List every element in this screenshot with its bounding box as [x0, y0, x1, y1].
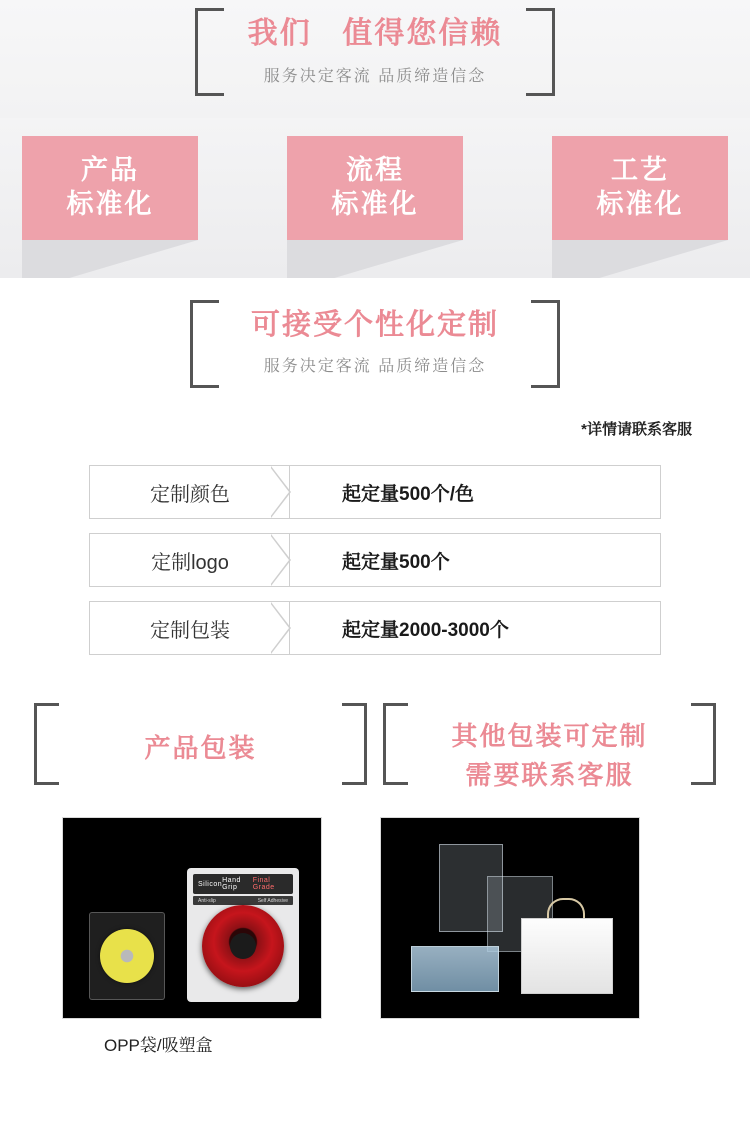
- card-1-shadow: [22, 240, 198, 278]
- packaging-headings: [0, 699, 750, 811]
- top-headline: [195, 14, 555, 55]
- photo-box-opp: [62, 817, 322, 1056]
- card-product-standardization: [22, 136, 198, 240]
- blister-brand-label: Silicon: [198, 880, 223, 888]
- yellow-tape-pack: [89, 912, 165, 1000]
- row-divider: [289, 602, 290, 654]
- top-headline-part2: 值得您信赖: [342, 17, 503, 50]
- top-banner: [0, 0, 750, 118]
- packaging-photos: [0, 817, 750, 1056]
- top-bracket-block: [195, 0, 555, 96]
- customization-spec-table: [89, 465, 661, 655]
- bracket-left-icon: [195, 8, 224, 96]
- bracket-right-icon: [531, 300, 560, 388]
- dual-title-right-line2: 需要联系客服: [465, 760, 634, 790]
- heading-other-packaging: [375, 699, 724, 811]
- table-row: [89, 533, 661, 587]
- bracket-right-icon: [342, 703, 367, 785]
- spec-value: 起定量500个: [342, 551, 450, 573]
- row-divider: [289, 534, 290, 586]
- card-2-line1: 流程: [346, 155, 404, 186]
- customization-banner: [0, 278, 750, 414]
- dual-title-right: [375, 717, 724, 795]
- card-wrap-3: [552, 136, 728, 240]
- white-gift-box: [521, 918, 613, 994]
- bracket-left-icon: [383, 703, 408, 785]
- card-wrap-2: [287, 136, 463, 240]
- card-process-standardization: [287, 136, 463, 240]
- bracket-right-icon: [526, 8, 555, 96]
- blister-sub-right-label: Self Adhesive: [257, 897, 288, 904]
- top-headline-part1: 我们: [247, 17, 312, 50]
- card-3-line2: 标准化: [596, 189, 684, 219]
- blister-card-subheader: [193, 896, 293, 905]
- blister-sub-left-label: Anti-slip: [198, 897, 216, 904]
- dual-title-right-line1: 其他包装可定制: [451, 721, 648, 751]
- spec-value: 起定量2000-3000个: [342, 619, 509, 641]
- contact-service-note: *详情请联系客服: [581, 421, 692, 438]
- top-subline: 服务决定客流 品质缔造信念: [263, 67, 487, 85]
- mid-headline: 可接受个性化定制: [250, 309, 499, 341]
- card-craft-standardization: [552, 136, 728, 240]
- card-1-line2: 标准化: [66, 189, 154, 219]
- yellow-tape-reel-icon: [100, 929, 154, 983]
- spec-key: 定制logo: [90, 534, 290, 586]
- card-wrap-1: [22, 136, 198, 240]
- blister-title-label: Hand Grip: [222, 877, 241, 891]
- card-3-shadow: [552, 240, 728, 278]
- photo-box-other: [380, 817, 640, 1056]
- blister-card-pack: [187, 868, 299, 1002]
- standardization-cards-band: [0, 118, 750, 278]
- card-2-shadow: [287, 240, 463, 278]
- red-tape-reel-icon: [202, 905, 284, 987]
- mid-subline: 服务决定客流 品质缔造信念: [263, 358, 487, 376]
- blister-right-label: Final Grade: [252, 877, 275, 891]
- spec-key: 定制颜色: [90, 466, 290, 518]
- spec-key: 定制包装: [90, 602, 290, 654]
- mid-bracket-block: [190, 292, 560, 386]
- spec-value: 起定量500个/色: [342, 483, 474, 505]
- product-photo-other-boxes: [380, 817, 640, 1019]
- bracket-right-icon: [691, 703, 716, 785]
- blister-card-header: [193, 874, 293, 894]
- product-photo-opp-blister: [62, 817, 322, 1019]
- card-3-line1: 工艺: [611, 155, 669, 186]
- blue-plastic-box: [411, 946, 499, 992]
- row-divider: [289, 466, 290, 518]
- card-1-line1: 产品: [81, 155, 139, 186]
- card-2-line2: 标准化: [331, 189, 419, 219]
- dual-title-left: 产品包装: [144, 733, 257, 763]
- bracket-left-icon: [34, 703, 59, 785]
- table-row: [89, 601, 661, 655]
- bracket-left-icon: [190, 300, 219, 388]
- photo-caption-opp: OPP袋/吸塑盒: [104, 1036, 213, 1055]
- heading-product-packaging: [26, 699, 375, 811]
- table-row: [89, 465, 661, 519]
